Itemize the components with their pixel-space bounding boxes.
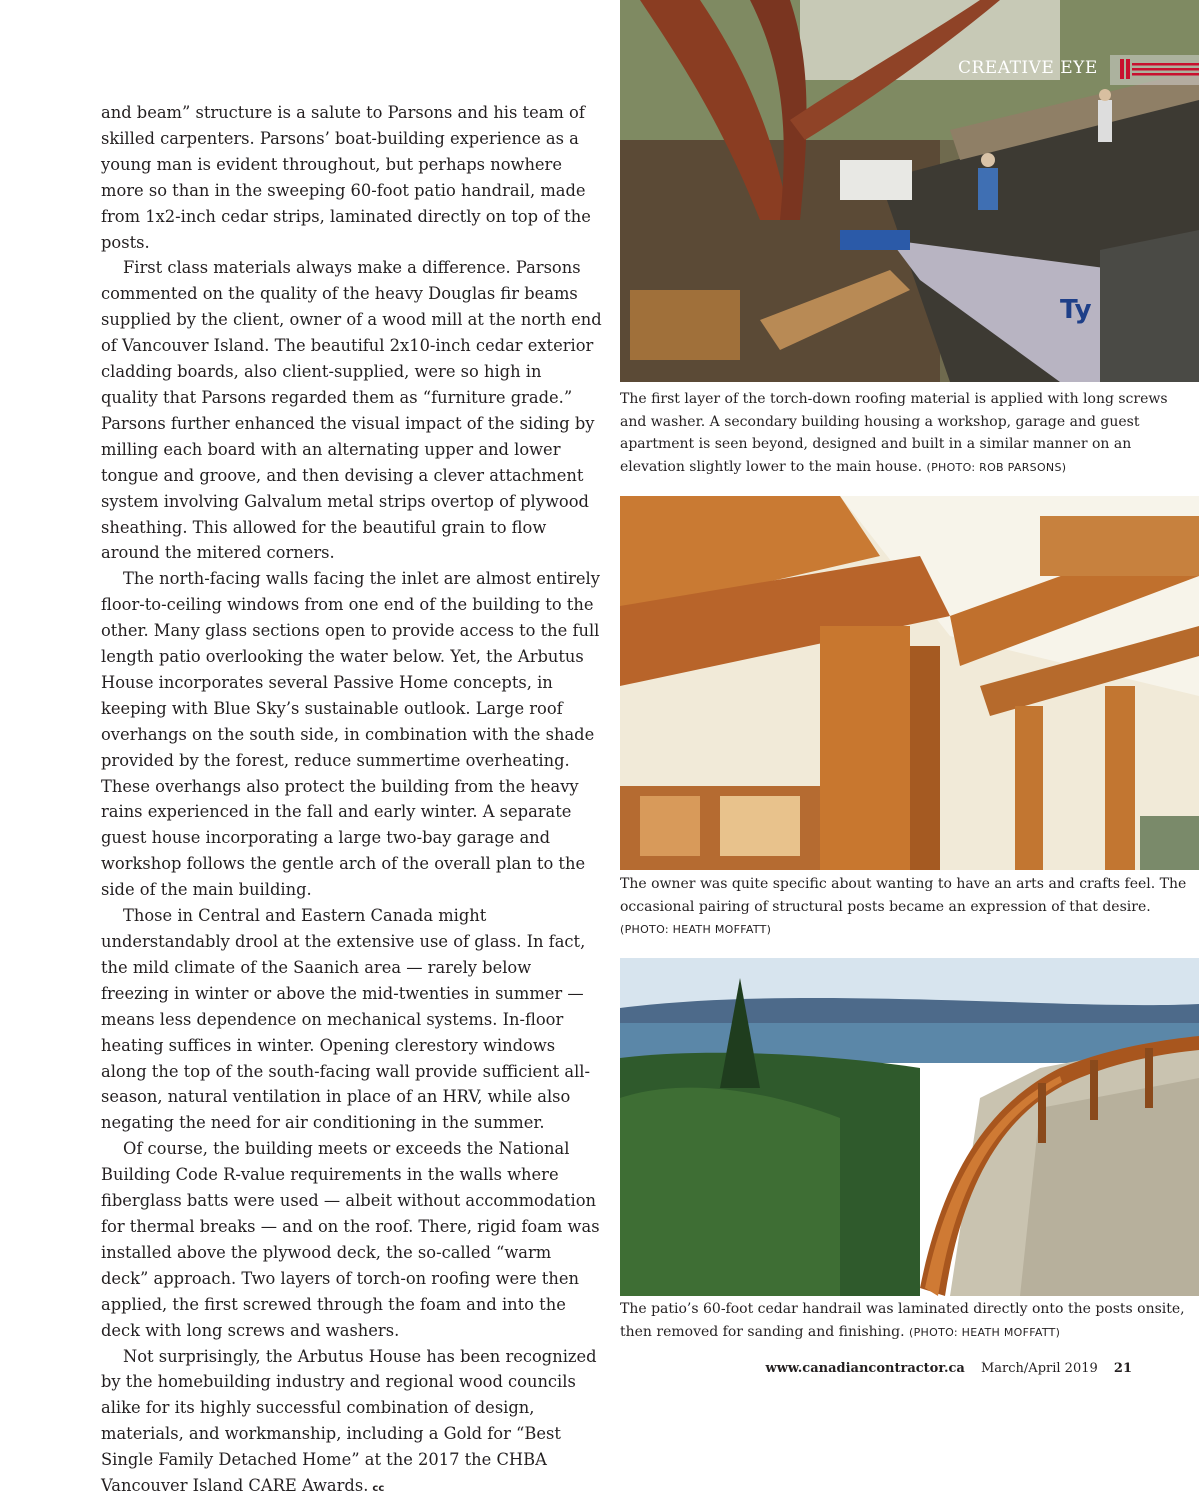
- roofing-photo-caption: [620, 388, 1192, 479]
- section-tag-ornament: [1120, 55, 1199, 83]
- article-paragraph-text: Not surprisingly, the Arbutus House has been recognized by the homebuilding industry and regional wood councils alike for its highly successful combination of design, materials, and workmanship, including a Gold for “Best Single Family Detached Home” at the 2017 the CHBA Vancouver Island CARE Awards.: [101, 1346, 597, 1496]
- housewrap-sign-text: Ty: [1060, 295, 1092, 325]
- roofing-photo: [620, 0, 1199, 382]
- footer-url[interactable]: www.canadiancontractor.ca: [765, 1361, 965, 1376]
- page-number: 21: [1113, 1361, 1132, 1376]
- caption-text: The owner was quite specific about wanting to have an arts and crafts feel. The occasional pairing of structural posts became an expression of that desire.: [620, 876, 1187, 915]
- article-paragraph: and beam” structure is a salute to Parsons and his team of skilled carpenters. Parsons’ boat-building experience as a young man is evident throughout, but perhaps nowhere more so than in the sweeping 60-foot patio handrail, made from 1x2-inch cedar strips, laminated directly on top of the posts.: [101, 103, 591, 252]
- interior-photo-caption: [620, 873, 1192, 942]
- photo-credit: (PHOTO: ROB PARSONS): [926, 460, 1067, 474]
- article-paragraph: Of course, the building meets or exceeds the National Building Code R-value requirements in the walls where fiberglass batts were used — albeit without accommodation for thermal breaks — and on the roof. There, rigid foam was installed above the plywood deck, the so-called “warm deck” approach. Two layers of torch-on roofing were then applied, the first screwed through the foam and into the deck with long screws and washers.: [101, 1139, 600, 1340]
- patio-handrail-photo: [620, 958, 1199, 1296]
- article-paragraph: Those in Central and Eastern Canada might understandably drool at the extensive use of glass. In fact, the mild climate of the Saanich area — rarely below freezing in winter or above the mid-twenties in summer — means less dependence on mechanical systems. In-floor heating suffices in winter. Opening clerestory windows along the top of the south-facing wall provide sufficient all-season, natural ventilation in place of an HRV, while also negating the need for air conditioning in the summer.: [101, 906, 591, 1133]
- article-paragraph-last: [101, 1344, 603, 1502]
- caption-text: The patio’s 60-foot cedar handrail was laminated directly onto the posts onsite, then removed for sanding and finishing.: [620, 1301, 1185, 1340]
- photo-credit: (PHOTO: HEATH MOFFATT): [620, 923, 772, 936]
- article-body: [101, 100, 603, 1502]
- caption-text: The first layer of the torch-down roofing material is applied with long screws and washer. A secondary building housing a workshop, garage and guest apartment is seen beyond, designed and built in a similar manner on an elevation slightly lower to the main house.: [620, 391, 1168, 475]
- interior-beams-photo: [620, 496, 1199, 870]
- page-footer: [766, 1361, 1132, 1376]
- end-mark: cc: [372, 1483, 385, 1495]
- photo-credit: (PHOTO: HEATH MOFFATT): [909, 1325, 1061, 1339]
- article-paragraph: The north-facing walls facing the inlet are almost entirely floor-to-ceiling windows from one end of the building to the other. Many glass sections open to provide access to the full length patio overlooking the water below. Yet, the Arbutus House incorporates several Passive Home concepts, in keeping with Blue Sky’s sustainable outlook. Large roof overhangs on the south side, in combination with the shade provided by the forest, reduce summertime overheating. These overhangs also protect the building from the heavy rains experienced in the fall and early winter. A separate guest house incorporating a large two-bay garage and workshop follows the gentle arch of the overall plan to the side of the main building.: [101, 569, 600, 900]
- footer-issue: March/April 2019: [981, 1361, 1098, 1376]
- article-paragraph: First class materials always make a difference. Parsons commented on the quality of the heavy Douglas fir beams supplied by the client, owner of a wood mill at the north end of Vancouver Island. The beautiful 2x10-inch cedar exterior cladding boards, also client-supplied, were so high in quality that Parsons regarded them as “furniture grade.” Parsons further enhanced the visual impact of the siding by milling each board with an alternating upper and lower tongue and groove, and then devising a clever attachment system involving Galvalum metal strips overtop of plywood sheathing. This allowed for the beautiful grain to flow around the mitered corners.: [101, 258, 602, 563]
- section-tag: CREATIVE EYE: [958, 58, 1098, 78]
- patio-photo-caption: [620, 1298, 1192, 1344]
